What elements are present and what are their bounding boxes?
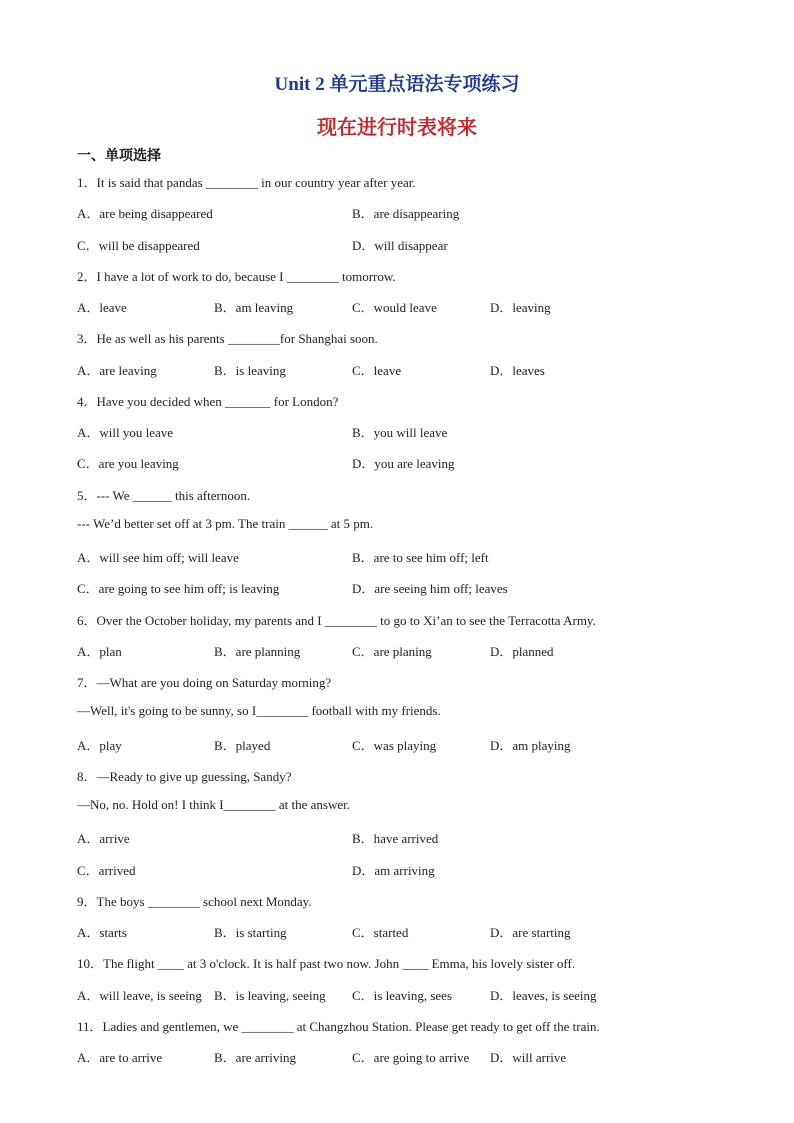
option-c: C．will be disappeared [77,237,200,253]
option-b: B．played [214,737,271,753]
option-c: C．arrived [77,862,136,878]
option-row [77,453,737,473]
option-d: D．am playing [490,737,571,753]
option-d: D．will disappear [352,237,448,253]
option-a: A．play [77,737,122,753]
option-d: D．planned [490,643,554,659]
option-b: B．are disappearing [352,206,460,222]
option-row [77,1047,737,1067]
option-b: B．is starting [214,925,287,940]
option-b: B．are arriving [214,1050,296,1065]
option-a: A．leave [77,300,127,315]
question-stem: 8．—Ready to give up guessing, Sandy? [77,768,292,784]
option-a: A．will you leave [77,425,174,440]
question-stem: 6．Over the October holiday, my parents and I ________ to go to Xi’an to see the Terracotta Army. [77,612,596,628]
option-d: D．leaves, is seeing [490,987,597,1003]
option-d: D．are starting [490,925,571,940]
option-d: D．leaving [490,300,551,315]
option-row [77,735,737,755]
option-c: C．started [352,925,409,940]
option-d: D．am arriving [352,862,435,878]
question-stem: 3．He as well as his parents ________for Shanghai soon. [77,331,378,347]
option-c: C．would leave [352,300,437,315]
option-b: B．am leaving [214,300,294,315]
option-row [77,235,737,255]
option-row [77,297,737,317]
question-stem: —Well, it's going to be sunny, so I________ football with my friends. [77,703,441,719]
option-c: C．are you leaving [77,456,179,472]
option-c: C．are going to see him off; is leaving [77,581,280,597]
option-b: B．are planning [214,643,301,659]
option-d: D．will arrive [490,1050,567,1065]
option-row [77,547,737,567]
document-subtitle: 现在进行时表将来 [317,117,477,139]
option-a: A．are being disappeared [77,206,213,222]
option-c: C．is leaving, sees [352,987,453,1003]
option-b: B．have arrived [352,831,439,847]
option-b: B．you will leave [352,425,448,440]
option-row [77,578,737,598]
option-a: A．are to arrive [77,1050,163,1065]
option-row [77,922,737,942]
option-a: A．starts [77,925,127,940]
option-row [77,860,737,880]
option-d: D．you are leaving [352,456,455,472]
option-row [77,985,737,1005]
question-stem: 5．--- We ______ this afternoon. [77,487,251,503]
question-stem: 2．I have a lot of work to do, because I ________ tomorrow. [77,268,396,284]
question-stem: 7．—What are you doing on Saturday morning? [77,675,332,690]
option-c: C．was playing [352,737,437,753]
question-stem: --- We’d better set off at 3 pm. The train ______ at 5 pm. [77,515,374,531]
option-a: A．will see him off; will leave [77,550,239,565]
question-stem: 1．It is said that pandas ________ in our country year after year. [77,175,416,190]
option-a: A．plan [77,643,122,659]
option-d: D．are seeing him off; leaves [352,581,508,597]
option-b: B．is leaving [214,362,286,378]
question-stem: 11．Ladies and gentlemen, we ________ at Changzhou Station. Please get ready to get off the train. [77,1018,600,1034]
option-row [77,360,737,380]
option-c: C．leave [352,362,402,378]
option-a: A．arrive [77,831,130,847]
option-row [77,422,737,442]
option-row [77,203,737,223]
option-row [77,828,737,848]
question-stem: 9．The boys ________ school next Monday. [77,893,312,909]
option-a: A．will leave, is seeing [77,987,202,1003]
option-b: B．is leaving, seeing [214,987,326,1003]
option-c: C．are planing [352,643,432,659]
question-stem: 4．Have you decided when _______ for London? [77,393,339,409]
option-d: D．leaves [490,362,545,378]
section-heading: 一、单项选择 [77,149,161,164]
option-row [77,641,737,661]
question-stem: 10．The flight ____ at 3 o'clock. It is half past two now. John ____ Emma, his lovely sister off. [77,956,576,972]
option-a: A．are leaving [77,362,157,378]
option-c: C．are going to arrive [352,1050,470,1065]
option-b: B．are to see him off; left [352,550,489,565]
document-title: Unit 2 单元重点语法专项练习 [274,74,520,95]
question-stem: —No, no. Hold on! I think I________ at the answer. [77,797,350,812]
